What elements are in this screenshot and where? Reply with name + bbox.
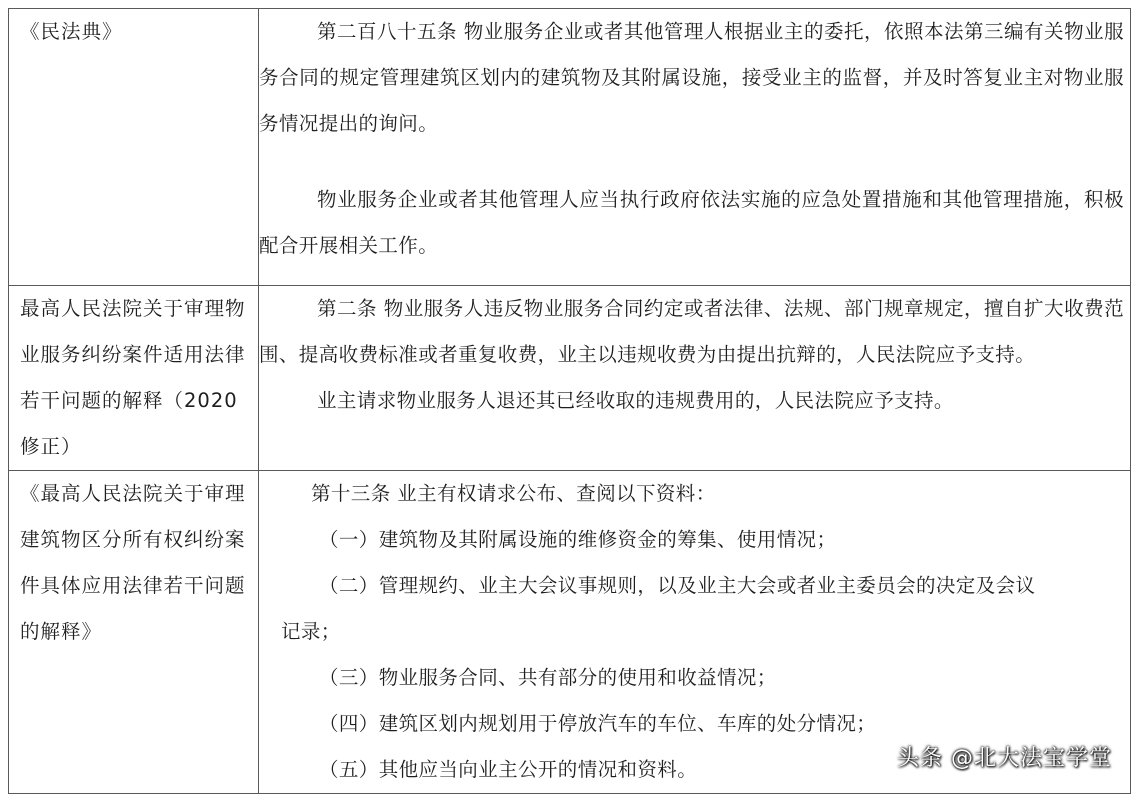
source-cell: 《最高人民法院关于审理建筑物区分所有权纠纷案件具体应用法律若干问题的解释》: [9, 471, 259, 794]
provision-intro: 第十三条 业主有权请求公布、查阅以下资料：: [311, 482, 716, 505]
provision-item: （四）建筑区划内规划用于停放汽车的车位、车库的处分情况；: [319, 712, 877, 735]
provision-item: （五）其他应当向业主公开的情况和资料。: [319, 758, 698, 781]
source-cell: 最高人民法院关于审理物业服务纠纷案件适用法律若干问题的解释（2020修正）: [9, 286, 259, 471]
provision-item: （三）物业服务合同、共有部分的使用和收益情况；: [319, 666, 777, 689]
provision-item: （二）管理规约、业主大会议事规则，以及业主大会或者业主委员会的决定及会议: [319, 574, 1036, 597]
provision-paragraph: 物业服务企业或者其他管理人应当执行政府依法实施的应急处置措施和其他管理措施，积极配合开展相关工作。: [259, 188, 1124, 257]
law-comparison-table: [8, 8, 1131, 794]
provision-cell: [259, 9, 1131, 286]
watermark: 头条 @北大法宝学堂: [897, 746, 1112, 771]
table-row: [9, 9, 1131, 286]
table-row: [9, 286, 1131, 471]
provision-cell: [259, 286, 1131, 471]
provision-paragraph: 第二百八十五条 物业服务企业或者其他管理人根据业主的委托，依照本法第三编有关物业服务合同的规定管理建筑区划内的建筑物及其附属设施，接受业主的监督，并及时答复业主对物业服务情况提出的询问。: [259, 20, 1124, 135]
provision-paragraph: 业主请求物业服务人退还其已经收取的违规费用的，人民法院应予支持。: [317, 389, 954, 412]
provision-item-continuation: 记录；: [281, 620, 341, 643]
provision-item: （一）建筑物及其附属设施的维修资金的筹集、使用情况；: [319, 528, 837, 551]
provision-paragraph: 第二条 物业服务人违反物业服务合同约定或者法律、法规、部门规章规定，擅自扩大收费范围、提高收费标准或者重复收费，业主以违规收费为由提出抗辩的，人民法院应予支持。: [259, 297, 1124, 366]
source-cell: 《民法典》: [9, 9, 259, 286]
